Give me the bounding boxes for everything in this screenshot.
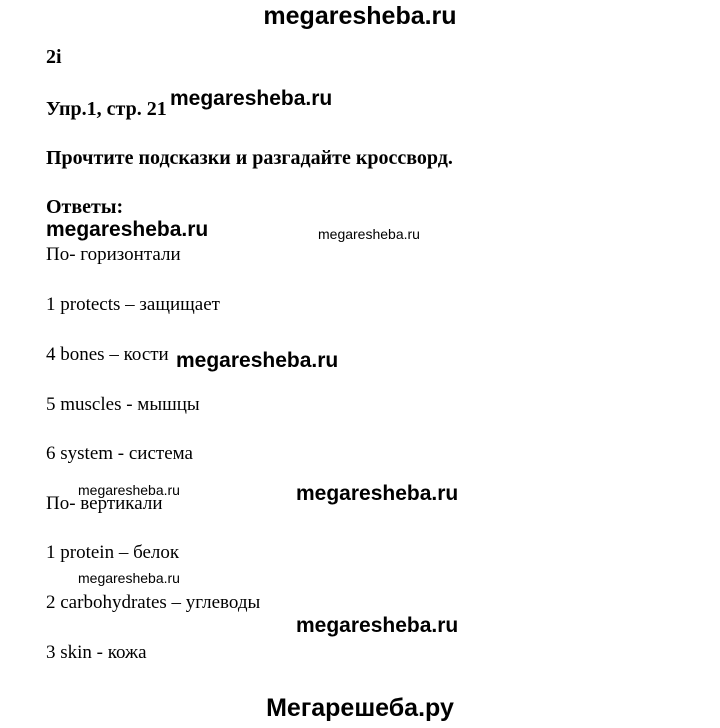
watermark-text: megaresheba.ru	[170, 87, 333, 110]
across-heading: По- горизонтали	[46, 244, 181, 265]
watermark-text: megaresheba.ru	[176, 349, 339, 372]
header-watermark: megaresheba.ru	[263, 2, 457, 30]
down-item: 1 protein – белок	[46, 542, 180, 563]
down-item: 3 skin - кожа	[46, 642, 147, 663]
across-item: 1 protects – защищает	[46, 294, 220, 315]
watermark-text: megaresheba.ru	[78, 570, 180, 586]
watermark-text: megaresheba.ru	[46, 218, 209, 241]
down-item: 2 carbohydrates – углеводы	[46, 592, 261, 613]
watermark-text: megaresheba.ru	[318, 226, 420, 242]
across-item: 5 muscles - мышцы	[46, 394, 200, 415]
answers-heading: Ответы:	[46, 196, 124, 218]
across-item: 4 bones – кости	[46, 344, 169, 365]
watermark-text: megaresheba.ru	[296, 482, 459, 505]
watermark-text: megaresheba.ru	[78, 482, 180, 498]
footer-watermark: Мегарешеба.ру	[266, 694, 454, 722]
down-heading: По- вертикали	[46, 493, 163, 514]
across-item: 6 system - система	[46, 443, 193, 464]
watermark-text: megaresheba.ru	[296, 614, 459, 637]
exercise-title: Упр.1, стр. 21	[46, 98, 167, 120]
instruction-text: Прочтите подсказки и разгадайте кроссворд.	[46, 147, 453, 169]
section-label: 2i	[46, 46, 62, 68]
